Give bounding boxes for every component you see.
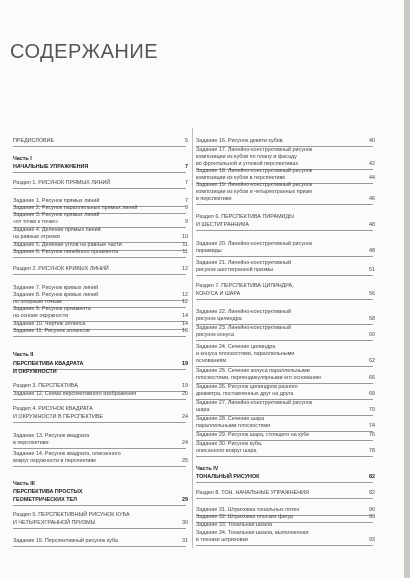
toc-entry: [13, 227, 186, 234]
toc-page-number: 60: [369, 332, 375, 338]
toc-entry-title: во фронтальной и угловой перспективах: [196, 161, 299, 167]
toc-entry-title: и конуса плоскостями, параллельными: [196, 351, 295, 357]
toc-page-number: 31: [182, 538, 188, 544]
toc-page-number: 7: [185, 198, 188, 204]
toc-page-number: 40: [369, 138, 375, 144]
toc-entry-title: И ОКРУЖНОСТИ: [13, 369, 57, 375]
toc-entry-title: Часть IV: [196, 466, 219, 472]
toc-page-number: 30: [182, 520, 188, 526]
toc-page-number: 68: [369, 391, 375, 397]
toc-entry: [13, 156, 186, 163]
toc-entry: [196, 291, 373, 300]
toc-entry-title: Задание 9. Рисунок орнамента: [13, 306, 91, 312]
toc-page-number: 51: [369, 267, 375, 273]
toc-entry: [13, 249, 186, 258]
toc-entry-title: Задание 8. Рисунок кривых линий: [13, 292, 99, 298]
toc-entry: [13, 406, 186, 413]
toc-entry-title: шара: [196, 407, 210, 413]
toc-page-number: 9: [185, 219, 188, 225]
toc-entry-title: диаметра, поставленных друг на друга: [196, 391, 294, 397]
toc-entry-title: ТОНАЛЬНЫЙ РИСУНОК: [196, 474, 260, 480]
toc-entry-title: Задание 29. Рисунок шара, стоящего на кубе: [196, 432, 310, 438]
toc-entry: [13, 328, 186, 337]
toc-page-number: 9: [185, 205, 188, 211]
toc-page-number: 11: [182, 249, 188, 255]
toc-entry-title: Задание 7. Рисунок кривых линий: [13, 285, 99, 291]
toc-entry: [13, 369, 186, 376]
toc-entry: [13, 458, 186, 467]
toc-page-number: 82: [369, 474, 375, 480]
toc-entry-title: Часть II: [13, 352, 34, 358]
toc-entry-title: ПЕРСПЕКТИВА КВАДРАТА: [13, 361, 84, 367]
toc-page-number: 29: [182, 497, 188, 503]
toc-entry: [196, 537, 373, 546]
toc-entry: [196, 147, 373, 154]
toc-page-number: 46: [369, 196, 375, 202]
toc-entry: [196, 222, 373, 231]
toc-entry-title: Задание 30. Рисунок куба,: [196, 441, 263, 447]
toc-entry-title: Задание 3. Рисунок прямых линий: [13, 212, 100, 218]
toc-entry-title: композиции из кубов по плану и фасаду: [196, 154, 297, 160]
toc-entry-title: рисунок шестигранной призмы: [196, 267, 274, 273]
toc-entry: [13, 520, 186, 529]
toc-page-number: 20: [182, 391, 188, 397]
toc-entry-title: ПЕРСПЕКТИВА ПРОСТЫХ: [13, 489, 83, 495]
toc-entry-title: Задание 15. Перспективный рисунок куба: [13, 538, 118, 544]
toc-entry-title: рисунок цилиндра: [196, 316, 242, 322]
toc-entry-title: Раздел 8. ТОН. НАЧАЛЬНЫЕ УПРАЖНЕНИЯ: [196, 490, 309, 496]
toc-entry-title: Часть I: [13, 156, 32, 162]
toc-entry-title: ГЕОМЕТРИЧЕСКИХ ТЕЛ: [13, 497, 77, 503]
toc-entry: [13, 164, 186, 173]
toc-page-number: 12: [182, 266, 188, 272]
toc-page-number: 48: [369, 222, 375, 228]
toc-entry-title: Задание 25. Сечение конуса параллельными: [196, 368, 310, 374]
toc-entry: [13, 352, 186, 359]
toc-entry: [13, 266, 186, 275]
toc-entry: [196, 530, 373, 537]
toc-entry-title: Задание 1. Рисунок прямых линий: [13, 198, 100, 204]
toc-entry-title: основаниям: [196, 358, 227, 364]
toc-page-number: 12: [182, 292, 188, 298]
toc-entry: [13, 538, 186, 547]
toc-entry: [13, 306, 186, 313]
toc-page-number: 24: [182, 440, 188, 446]
toc-page-number: 90: [369, 507, 375, 513]
toc-page-number: 7: [185, 180, 188, 186]
toc-page-number: 19: [182, 383, 188, 389]
toc-entry-title: Задание 14. Рисунок квадрата, описанного: [13, 451, 121, 457]
toc-entry-title: композиции из кубов и четырехгранных призм: [196, 189, 312, 195]
toc-page-number: 42: [369, 161, 375, 167]
toc-entry: [196, 325, 373, 332]
toc-entry-title: Задание 23. Линейно-конструктивный: [196, 325, 291, 331]
toc-page-number: 10: [182, 234, 188, 240]
toc-entry: [196, 384, 373, 391]
toc-entry: [196, 358, 373, 367]
toc-entry-title: плоскостями, перпендикулярными его основанию: [196, 375, 321, 381]
toc-entry: [196, 138, 373, 147]
toc-page-number: 93: [369, 514, 375, 520]
toc-entry-title: Задание 32. Штриховка плоских фигур: [196, 514, 294, 520]
page-edge: [404, 0, 410, 578]
toc-page-number: 48: [369, 248, 375, 254]
toc-entry-title: на равные отрезки: [13, 234, 60, 240]
toc-entry: [13, 451, 186, 458]
toc-page-number: 56: [369, 291, 375, 297]
toc-entry: [13, 212, 186, 219]
toc-entry-title: композиции из кубов в перспективе: [196, 175, 286, 181]
toc-page-number: 76: [369, 432, 375, 438]
toc-entry-title: Задание 20. Линейно-конструктивный рисунок: [196, 241, 313, 247]
toc-entry: [13, 414, 186, 423]
toc-entry-title: в перспективе: [196, 196, 232, 202]
toc-page-number: 12: [182, 299, 188, 305]
toc-entry: [196, 332, 373, 341]
toc-entry: [196, 416, 373, 423]
toc-entry-title: вокруг окружности в перспективе: [13, 458, 97, 464]
toc-entry: [196, 189, 373, 196]
toc-entry-title: «от точки к точке»: [13, 219, 59, 225]
toc-entry: [13, 481, 186, 488]
toc-entry-title: Задание 10. Чертеж эллипса: [13, 321, 86, 327]
toc-entry: [196, 260, 373, 267]
toc-page-number: 74: [369, 423, 375, 429]
toc-entry-title: пирамиды: [196, 248, 222, 254]
column-divider: [192, 128, 193, 548]
toc-entry: [196, 283, 373, 290]
toc-entry-title: НАЧАЛЬНЫЕ УПРАЖНЕНИЯ: [13, 164, 89, 170]
toc-entry-title: Раздел 5. ПЕРСПЕКТИВНЫЙ РИСУНОК КУБА: [13, 512, 130, 518]
toc-page-number: 70: [369, 407, 375, 413]
toc-entry: [196, 316, 373, 325]
toc-page-number: 58: [369, 316, 375, 322]
toc-entry-title: Задание 2. Рисунок параллельных прямых линий: [13, 205, 138, 211]
toc-entry-title: ПРЕДИСЛОВИЕ: [13, 138, 55, 144]
toc-entry-title: И ОКРУЖНОСТИ В ПЕРСПЕКТИВЕ: [13, 414, 104, 420]
toc-entry-title: Раздел 3. ПЕРСПЕКТИВА: [13, 383, 78, 389]
toc-page-number: 5: [185, 138, 188, 144]
toc-entry-title: Задание 4. Деление прямых линий: [13, 227, 101, 233]
toc-entry: [196, 448, 373, 457]
toc-entry: [196, 522, 373, 529]
toc-entry-title: КОНУСА И ШАРА: [196, 291, 241, 297]
toc-entry: [196, 474, 373, 483]
toc-entry: [13, 433, 186, 440]
toc-entry: [13, 497, 186, 506]
toc-entry: [13, 391, 186, 400]
toc-entry-title: Часть III: [13, 481, 35, 487]
toc-entry: [196, 375, 373, 384]
toc-entry-title: рисунок конуса: [196, 332, 234, 338]
toc-entry: [196, 351, 373, 358]
toc-entry: [13, 489, 186, 496]
toc-entry-title: Задание 18. Линейно-конструктивный рисунок: [196, 168, 313, 174]
toc-entry: [13, 285, 186, 292]
toc-entry: [196, 441, 373, 448]
toc-entry-title: Задание 21. Линейно-конструктивный: [196, 260, 291, 266]
toc-entry: [196, 168, 373, 175]
toc-entry-title: Задание 19. Линейно-конструктивный рисунок: [196, 182, 313, 188]
toc-entry: [196, 400, 373, 407]
toc-entry-title: Задание 12. Схема перспективного изображения: [13, 391, 137, 397]
toc-entry-title: Задание 33. Тональная шкала: [196, 522, 273, 528]
toc-entry-title: Раздел 7. ПЕРСПЕКТИВА ЦИЛИНДРА,: [196, 283, 294, 289]
toc-page-number: 66: [369, 375, 375, 381]
toc-entry: [13, 180, 186, 189]
toc-entry: [196, 407, 373, 416]
toc-page-number: 24: [182, 414, 188, 420]
toc-entry-title: в технике штриховки: [196, 537, 248, 543]
toc-entry-title: Задание 17. Линейно-конструктивный рисунок: [196, 147, 313, 153]
toc-page-number: 19: [182, 361, 188, 367]
toc-entry-title: Задание 6. Рисунок линейного орнамента: [13, 249, 119, 255]
toc-page-number: 62: [369, 358, 375, 364]
toc-entry: [196, 368, 373, 375]
toc-entry: [13, 138, 186, 147]
toc-entry-title: Раздел 1. РИСУНОК ПРЯМЫХ ЛИНИЙ: [13, 180, 111, 186]
toc-entry-title: по опорным точкам: [13, 299, 62, 305]
toc-entry: [196, 182, 373, 189]
page-title: СОДЕРЖАНИЕ: [10, 41, 159, 63]
toc-entry: [196, 196, 373, 205]
toc-entry-title: описанного вокруг шара: [196, 448, 257, 454]
toc-entry: [196, 214, 373, 221]
toc-entry: [196, 466, 373, 473]
toc-entry-title: параллельными плоскостями: [196, 423, 271, 429]
toc-entry-title: Задание 27. Линейно-конструктивный рисунок: [196, 400, 313, 406]
toc-entry-title: Задание 24. Сечение цилиндра: [196, 344, 276, 350]
toc-entry: [196, 248, 373, 257]
toc-entry-title: Задание 34. Тональная шкала, выполненная: [196, 530, 309, 536]
toc-entry: [196, 241, 373, 248]
toc-page-number: 44: [369, 175, 375, 181]
toc-entry: [196, 344, 373, 351]
toc-entry-title: Раздел 2. РИСУНОК КРИВЫХ ЛИНИЙ: [13, 266, 109, 272]
toc-entry-title: И ЧЕТЫРЕХГРАННОЙ ПРИЗМЫ: [13, 520, 96, 526]
toc-entry-title: Раздел 6. ПЕРСПЕКТИВА ПИРАМИДЫ: [196, 214, 294, 220]
toc-page-number: 16: [182, 328, 188, 334]
toc-entry: [196, 432, 373, 441]
toc-entry: [196, 267, 373, 276]
toc-page-number: 14: [182, 313, 188, 319]
toc-page-number: 78: [369, 448, 375, 454]
toc-page-number: 7: [185, 164, 188, 170]
toc-entry: [196, 490, 373, 499]
toc-entry-title: Задание 16. Рисунок девяти кубов: [196, 138, 283, 144]
toc-page-number: 11: [182, 242, 188, 248]
toc-page-number: 25: [182, 458, 188, 464]
toc-entry-title: Задание 5. Деление углов на равные части: [13, 242, 122, 248]
toc-entry-title: в перспективе: [13, 440, 49, 446]
toc-entry-title: Задание 22. Линейно-конструктивный: [196, 309, 291, 315]
toc-entry-title: Раздел 4. РИСУНОК КВАДРАТА: [13, 406, 93, 412]
toc-entry: [13, 512, 186, 519]
toc-entry: [196, 309, 373, 316]
toc-entry-title: И ШЕСТИГРАННИКА: [196, 222, 249, 228]
toc-entry-title: Задание 28. Сечение шара: [196, 416, 265, 422]
toc-entry-title: Задание 31. Штриховка тональных пятен: [196, 507, 300, 513]
toc-entry: [196, 391, 373, 400]
toc-entry-title: на основе окружности: [13, 313, 69, 319]
toc-entry-title: Задание 11. Рисунок эллипсов: [13, 328, 90, 334]
toc-entry: [196, 423, 373, 432]
toc-page-number: 14: [182, 321, 188, 327]
toc-page-number: 82: [369, 490, 375, 496]
toc-entry: [13, 440, 186, 449]
toc-entry-title: Задание 26. Рисунок цилиндров разного: [196, 384, 298, 390]
toc-page-number: 93: [369, 537, 375, 543]
toc-entry-title: Задание 13. Рисунок квадрата: [13, 433, 90, 439]
toc-entry: [196, 154, 373, 161]
